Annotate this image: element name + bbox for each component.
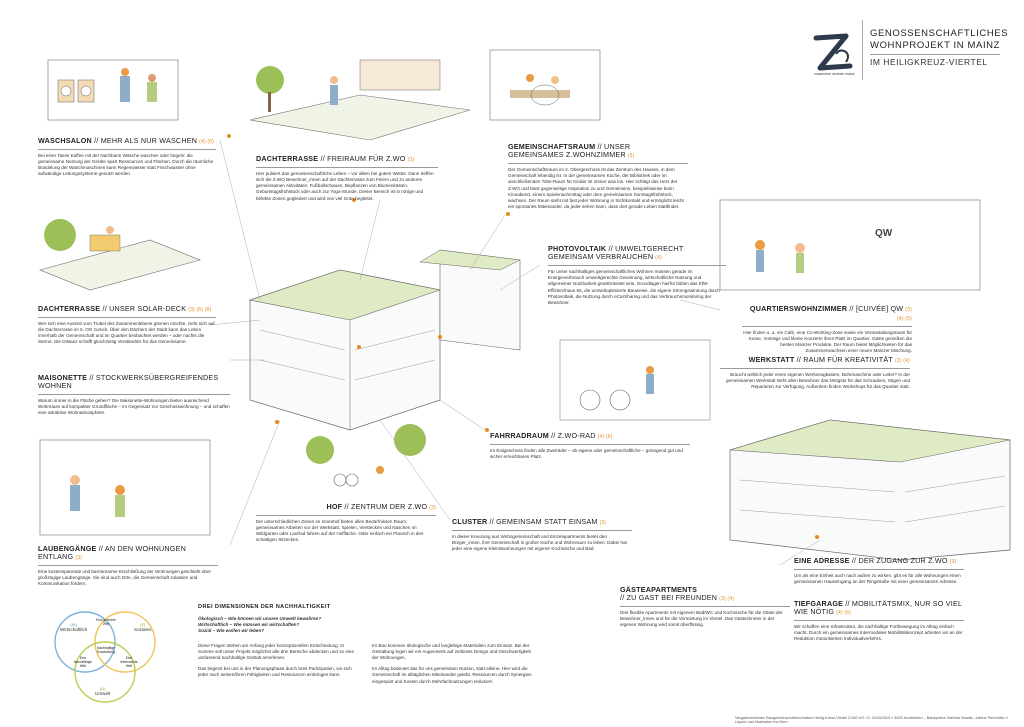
venn-s xyxy=(134,622,151,632)
section-body: Bei einer Tasse Kaffee mit der Nachbarin Wäsche waschen oder bügeln: die gemeinsame Nutzung der Geräte spart Ressourcen und Flächen. Durch die räumliche Bündelung der Waschmaschinen kann Regenwasser statt Frischwasser ohne aufwändige Leitungssysteme genutzt werden. xyxy=(38,152,214,177)
section-ref: (3) xyxy=(627,153,635,160)
section-subtitle: // GEMEINSAM STATT EINSAM xyxy=(489,517,598,526)
venn-wu: Eine lebensfähige Welt xyxy=(73,656,93,668)
nachhaltigkeit-title: DREI DIMENSIONEN DER NACHHALTIGKEIT xyxy=(198,604,331,610)
section-body: In dieser Kreuzung aus Wohngemeinschaft und Einzelapartments bietet den Bürger_innen, ihre Gemeinschaft in großer Küche und Wohnraum zu leben. Dabei hat jeder eine eigene Kleinstwohnungen mit eigener Kochnische und Bad. xyxy=(452,533,627,552)
section-ref: (3) xyxy=(949,559,957,565)
section-photovoltaik xyxy=(548,245,726,306)
section-subtitle: // UMWELTGERECHT GEMEINSAM VERBRAUCHEN xyxy=(548,244,684,262)
venn-s-label: (S) xyxy=(140,622,146,627)
section-body: Warum immer in die Fläche gehen? Die Maisonette-Wohnungen bieten ausreichend Wohnraum auf kompakter Grundfläche – im Gegensatz zur Geschosswohnung – und schaffen eine attraktive Wohnatmosphäre. xyxy=(38,398,230,416)
section-body: Hier finden u. a. ein Café, eine Co-Working-Zone sowie ein Veranstaltungsraum für Kurse, Vorträge und kleine Konzerte ihren Platz im Quartier. Gäste genießen die besten Mainzer Produkte. Der Raum bietet Möglichkeiten für das Zusammenwachsen einer neuen Mainzer Mischung. xyxy=(743,329,912,354)
section-ref: (4) (6) xyxy=(597,434,613,440)
brand-title-line1: GENOSSENSCHAFTLICHES xyxy=(870,28,1009,39)
marker-dot xyxy=(438,335,442,339)
section-laubengaenge xyxy=(38,545,218,588)
nachhaltigkeit-questions: Ökologisch – Wie können wir unsere Umwelt bewahren? Wirtschaftlich – Wie müssen wir wirtschaften? Sozial – Wie wollen wir leben? xyxy=(198,616,322,634)
section-gaesteapartments xyxy=(620,586,790,629)
section-ref: (3) (4) xyxy=(719,596,735,603)
section-subtitle: // RAUM FÜR KREATIVITÄT xyxy=(796,355,893,364)
section-subtitle: // FREIRAUM FÜR Z.WO xyxy=(320,154,406,163)
section-body: Drei flexible Apartments mit eigenem Bad/WC und Kochnische für die Gäste der Bewohner_innen und für die Vermietung im Viertel. Das Gästezimmer in der eigenen Wohnung wird somit überflüssig. xyxy=(620,610,783,628)
section-ref: (3) xyxy=(429,505,436,511)
section-dachterrasse-solar xyxy=(38,305,216,346)
section-title: EINE ADRESSE xyxy=(794,556,850,565)
section-subtitle: // [CUIVÉE] QW xyxy=(849,304,904,313)
waschsalon-illustration xyxy=(48,60,178,120)
hof-illustration xyxy=(306,424,426,486)
section-subtitle: // STOCKWERKSÜBERGREIFENDES WOHNEN xyxy=(38,373,219,391)
section-hof xyxy=(256,503,436,544)
section-cluster xyxy=(452,518,632,552)
section-body: Eine kostensparende und barrierearme Erschließung der Wohnungen geschieht über großzügige Laubengänge. Sie sind auch Orte, die Gemeinschaft zulassen und Kommunikation fördern. xyxy=(38,569,212,587)
section-quartierswohnzimmer xyxy=(742,305,912,354)
section-title: DACHTERRASSE xyxy=(38,304,101,313)
footer-credits: Vergabeverfahren Baugemeinschaftsvorhaben Heilig-Kreuz-Viertel Z.WO eG i.G. 2018/2019 // 4620 Architekten – Baukybane Sabrina Nowak, Juliane Perlmöller // Layout und Illustration Ina Kern xyxy=(735,716,1009,724)
section-subtitle: // ZENTRUM DER Z.WO xyxy=(344,502,428,511)
venn-w xyxy=(60,622,87,632)
section-title: CLUSTER xyxy=(452,517,488,526)
venn-su: Eine lebenswerte Welt xyxy=(120,656,138,668)
section-subtitle: // UNSER SOLAR-DECK xyxy=(102,304,187,313)
section-ref: (3) xyxy=(75,555,83,562)
section-fahrradraum xyxy=(490,432,690,460)
section-ref: (4) xyxy=(655,255,662,262)
section-ref: (3) xyxy=(407,157,415,163)
dachterrasse-freiraum-illustration xyxy=(250,60,470,140)
section-body: Um als eine Einheit auch nach außen zu wirken, gibt es für alle Wohnungen einen gemeinsamen Hauseingang an der Ringstraße mit einer gemeinsamen Adresse. xyxy=(794,572,961,584)
section-dachterrasse-freiraum xyxy=(256,155,438,202)
marker-dot xyxy=(357,345,361,349)
section-title: DACHTERRASSE xyxy=(256,154,319,163)
section-title: FAHRRADRAUM xyxy=(490,431,549,440)
section-title: LAUBENGÄNGE xyxy=(38,544,97,553)
section-gemeinschaftsraum xyxy=(508,143,688,210)
section-subtitle: // MEHR ALS NUR WASCHEN xyxy=(94,136,198,145)
section-werkstatt xyxy=(720,356,910,390)
venn-u-name: Umwelt xyxy=(95,691,111,696)
section-maisonette xyxy=(38,374,230,417)
venn-u xyxy=(95,686,110,696)
section-body: Wer sich eine Auszeit vom Trubel des Zusammenlebens gönnen möchte, zieht sich auf die Dachterrasse im 6. OG zurück. Über den Dächern der Stadt kann das Leben innerhalb der Gemeinschaft und im Quartier beobachtet werden – oder nachts die Sterne. Die Distanz schafft gleichzeitig Verständnis für das Gemeinsame. xyxy=(38,320,215,345)
laubengaenge-illustration xyxy=(40,440,210,535)
section-title: WASCHSALON xyxy=(38,136,92,145)
section-ref: (3) (4) (5) xyxy=(896,307,912,322)
section-title: MAISONETTE xyxy=(38,373,88,382)
section-ref: (4) (6) xyxy=(836,610,852,617)
section-body: Hier pulsiert das genossenschaftliche Leben – vor allem bei gutem Wetter. Dann treffen sich die Z.WO Bewohner_innen auf der Dachterrasse zum Feiern und zu anderen gemeinsamen Aktivitäten: Fußballschauen, Bepflanzen von Blumenkästen, Geburtstagsfrühstück oder auch zur Yoga-Stunde. Dieser Bereich ist in ruhige und belebte Zonen gegliedert und wird von viel Grün begleitet. xyxy=(256,170,434,201)
sustainability-venn-diagram xyxy=(30,600,180,710)
marker-dot xyxy=(227,134,231,138)
section-ref: (3) xyxy=(599,520,607,526)
nachhaltigkeit-text: Das beginnt bei uns in der Planungsphase durch breit Partizipation, wo sich jeder nach seinen/ihren Fähigkeiten und Ressourcen einbringen kann. xyxy=(198,666,352,678)
section-title: PHOTOVOLTAIK xyxy=(548,244,607,253)
venn-ws: Eine gerechte Welt xyxy=(96,618,116,626)
section-subtitle: // DER ZUGANG ZUR Z.WO xyxy=(851,556,948,565)
venn-s-name: Soziales xyxy=(134,627,152,632)
section-ref: (3) (6) (8) xyxy=(188,307,212,313)
section-subtitle: // ZU GAST BEI FREUNDEN xyxy=(620,593,718,603)
section-title: WERKSTATT xyxy=(748,355,795,364)
section-subtitle: // MOBILITÄTSMIX, NUR SO VIEL WIE NÖTIG xyxy=(794,599,962,617)
dachterrasse-solar-illustration xyxy=(40,219,200,290)
svg-text:QW: QW xyxy=(875,228,893,239)
venn-center: Nachhaltige Entwicklung xyxy=(96,646,116,654)
nachhaltigkeit-text: Im Alltag bedeutet das für uns gemeinsam Nutzen, statt alleine. Hier wird die Gemeinschaft im alltäglichen Miteinander gelebt, Ressourcen durch Synergien eingespart und Kosten durch Mehrfachnutzungen reduziert. xyxy=(372,666,532,684)
gemeinschaftsraum-illustration xyxy=(490,50,600,120)
section-ref: (3) (4) xyxy=(894,358,910,364)
venn-w-label: (W) xyxy=(70,622,77,627)
cluster-building-illustration xyxy=(730,420,1010,560)
logo-tagline: zusammen wohnen mainz xyxy=(814,72,855,76)
central-building-illustration xyxy=(250,250,520,430)
section-subtitle: // UNSER GEMEINSAMES Z.WOHNZIMMER xyxy=(508,142,631,160)
section-body: Die unterschiedlichen Zonen im Innenhof bieten allen Bedürfnissen Raum: gemeinsames Arbeiten vor der Werkstatt, Spielen, Verstecken und Naschen im Wildgarten oder Laufrad fahren auf der Hoffläche. Oder einfach ein Plausch in den schattigen Sitzecken. xyxy=(256,518,424,543)
brand-title-line2: WOHNPROJEKT IN MAINZ xyxy=(870,39,1001,51)
venn-u-label: (U) xyxy=(99,686,106,691)
section-body: Der Gemeinschaftsraum im 2. Obergeschoss ist das Zentrum des Hauses, in dem Gemeinschaft lebendig ist. In der gemeinsamen Küche, der Bibliothek oder im anschließenden Tobe-Raum für Kinder ist immer was los. Hier schlägt das Herz der Z.WO und lässt gegenseitige Inspiration zu und Gemeinsinn, beispielsweise beim Kinoabend, einem Spielenachmittag oder dem gemeinsamen Sonntagsfrühstück, wachsen. Der Raum steht mit fast jeder Wohnung in Sichtkontakt und ermöglicht leicht ein spontanes Miteinander, da jeder sehen kann, dass dort gerade Leben stattfindet. xyxy=(508,167,684,210)
section-subtitle: // AN DEN WOHNUNGEN ENTLANG xyxy=(38,544,186,562)
marker-dot xyxy=(815,535,819,539)
section-title: TIEFGARAGE xyxy=(794,599,844,608)
venn-w-name: Wirtschaftlich xyxy=(60,627,88,632)
quartierswohnzimmer-illustration xyxy=(720,200,980,290)
section-body: Wir schaffen eine Infrastruktur, die nachhaltige Fortbewegung im Alltag einfach macht. Durch ein gemeinsames Intermodales Mobilitätskonzept arbeiten wir an der Reduktion motorisierten Individualverkehrs. xyxy=(794,624,963,642)
marker-dot xyxy=(275,420,279,424)
section-body: Für unser nachhaltiges gemeinschaftliches Wohnen müssen gerade im Energieverbrauch umweltgerechte Gewinnung, wirtschaftliche Nutzung und allgemeiner Nutzbarkeit gewährleistet sein. Grundlagen hierfür bilden das KfW-Effizienzhaus 55, die umweltoptimierte Bauweise, die eigene Stromgewinnung durch Photovoltaik, die Nutzung durch eCarSharing und das Verbrauchsmonitoring der Bewohner. xyxy=(548,269,720,305)
section-eine-adresse xyxy=(794,557,964,585)
nachhaltigkeit-text: Diese Fragen stehen am Anfang jeder konzeptionellen Entscheidung. In Summe soll unser Projekt möglichst alle drei Bereiche abdecken und so eine umfassend nachhaltige Gestalt annehmen. xyxy=(198,642,355,660)
marker-dot xyxy=(506,212,510,216)
section-title: HOF xyxy=(326,502,343,511)
section-title: GÄSTEAPARTMENTS xyxy=(620,585,698,594)
section-title: QUARTIERSWOHNZIMMER xyxy=(749,304,848,313)
section-ref: (4) (6) xyxy=(199,139,215,145)
section-waschsalon xyxy=(38,137,216,178)
section-nachhaltigkeit xyxy=(198,604,538,685)
section-title: GEMEINSCHAFTSRAUM xyxy=(508,142,596,151)
section-subtitle: // Z.WO-RAD xyxy=(551,431,596,440)
nachhaltigkeit-text: Im Bau kommen ökologische und langlebige Materialien zum Einsatz. Bei der Gestaltung legen wir ein Augenmerk auf zeitloses Design und Gleichwertigkeit der Wohnungen. xyxy=(372,642,531,660)
werkstatt-fahrrad-illustration xyxy=(560,340,710,420)
marker-dot xyxy=(485,428,489,432)
section-body: Im Erdgeschoss finden alle Zweiräder – ob eigene oder gemeinschaftliche – genügend gut und sicher erreichbaren Platz. xyxy=(490,447,683,459)
brand-subtitle: IM HEILIGKREUZ-VIERTEL xyxy=(870,56,988,67)
section-body: Braucht wirklich jeder einen eigenen Werkzeugkasten, Bohrmaschine oder Leiter? In der gemeinsamen Werkstatt steht allen Bewohner das Nötigste für das Schrauben, Sägen und Reparieren zur Verfügung. Außerdem finden Workshops für das Quartier statt. xyxy=(725,371,910,390)
section-tiefgarage xyxy=(794,600,964,643)
